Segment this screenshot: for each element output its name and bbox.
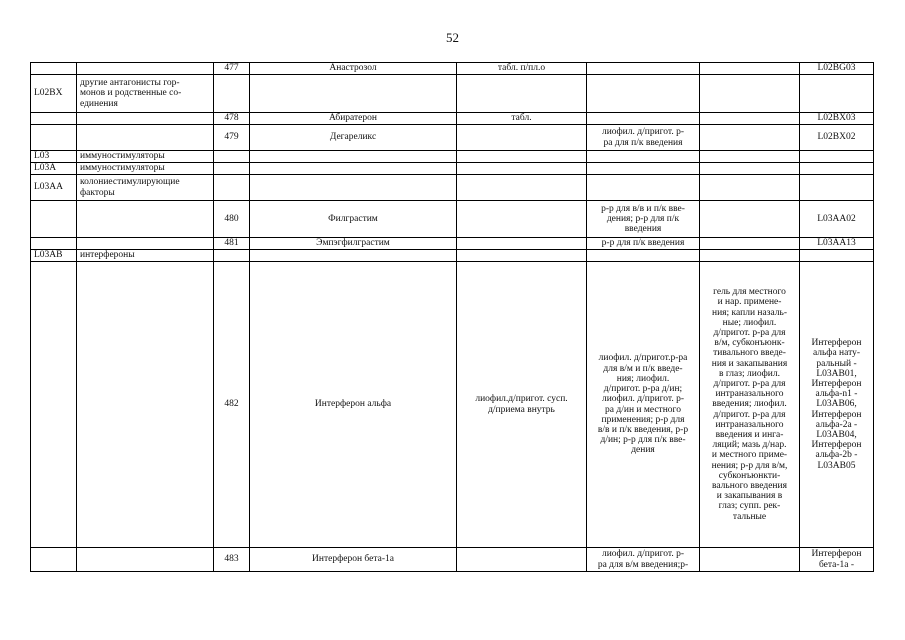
row-number: 483 [214, 548, 250, 572]
atc-group-code: L02BX [31, 75, 77, 113]
table-row [31, 262, 874, 548]
injection-forms [587, 113, 700, 125]
table-row [31, 113, 874, 125]
row-number: 480 [214, 201, 250, 238]
row-number: 477 [214, 63, 250, 75]
table-row [31, 201, 874, 238]
row-number: 481 [214, 238, 250, 250]
atc-group-code [31, 262, 77, 548]
table-row [31, 163, 874, 175]
table-row [31, 151, 874, 163]
atc-group-code: L03AA [31, 175, 77, 201]
atc-group-name [77, 113, 214, 125]
table-row [31, 238, 874, 250]
drug-name: Интерферон альфа [250, 262, 457, 548]
drug-name [250, 250, 457, 262]
atc-code [800, 250, 874, 262]
injection-forms [587, 151, 700, 163]
oral-forms [457, 175, 587, 201]
drug-name [250, 151, 457, 163]
table-row [31, 125, 874, 151]
atc-group-code [31, 63, 77, 75]
atc-group-name: другие антагонисты гор- монов и родственные со- единения [77, 75, 214, 113]
atc-group-name: колониестимулирующие факторы [77, 175, 214, 201]
other-forms [700, 201, 800, 238]
other-forms [700, 163, 800, 175]
table-row [31, 75, 874, 113]
atc-group-name: интерфероны [77, 250, 214, 262]
oral-forms [457, 163, 587, 175]
oral-forms: табл. [457, 113, 587, 125]
atc-code: Интерферон бета-1a - [800, 548, 874, 572]
oral-forms [457, 548, 587, 572]
other-forms [700, 250, 800, 262]
atc-group-code: L03AB [31, 250, 77, 262]
atc-group-name [77, 238, 214, 250]
atc-code: L03AA13 [800, 238, 874, 250]
other-forms [700, 548, 800, 572]
atc-group-name [77, 201, 214, 238]
oral-forms [457, 238, 587, 250]
atc-group-code [31, 238, 77, 250]
row-number [214, 250, 250, 262]
atc-code: L03AA02 [800, 201, 874, 238]
drug-name: Филграстим [250, 201, 457, 238]
table-row [31, 63, 874, 75]
other-forms [700, 151, 800, 163]
row-number [214, 75, 250, 113]
atc-group-name: иммуностимуляторы [77, 151, 214, 163]
drug-name: Эмпэгфилграстим [250, 238, 457, 250]
injection-forms [587, 250, 700, 262]
atc-group-name [77, 63, 214, 75]
injection-forms: лиофил. д/пригот. р- ра для п/к введения [587, 125, 700, 151]
other-forms [700, 175, 800, 201]
oral-forms [457, 201, 587, 238]
row-number [214, 151, 250, 163]
oral-forms [457, 250, 587, 262]
row-number [214, 175, 250, 201]
atc-code: L02BX02 [800, 125, 874, 151]
injection-forms: лиофил. д/пригот.р-ра для в/м и п/к введе- ния; лиофил. д/пригот. р-ра д/ин; лиофил. д/пригот. р- ра д/ин и местного применения; р-р для в/в и п/к введения, р-р д/ин; р-р для п/к вве- дения [587, 262, 700, 548]
atc-group-code [31, 113, 77, 125]
drug-table [30, 62, 874, 572]
atc-group-code: L03A [31, 163, 77, 175]
drug-name: Абиратерон [250, 113, 457, 125]
injection-forms [587, 175, 700, 201]
injection-forms: лиофил. д/пригот. р- ра для в/м введения;р- [587, 548, 700, 572]
drug-name: Интерферон бета-1a [250, 548, 457, 572]
atc-group-code [31, 548, 77, 572]
oral-forms [457, 75, 587, 113]
other-forms [700, 125, 800, 151]
table-row [31, 250, 874, 262]
atc-code [800, 151, 874, 163]
drug-name: Дегареликс [250, 125, 457, 151]
other-forms [700, 113, 800, 125]
other-forms: гель для местного и нар. примене- ния; капли назаль- ные; лиофил. д/пригот. р-ра для в/м, субконъюнк- тивального введе- ния и закапывания в глаз; лиофил. д/пригот. р-ра для интраназального введения; лиофил. д/пригот. р-ра для интраназального введения и инга- ляций; мазь д/нар. и местного приме- нения; р-р для в/м, субконъюнкти- вального введения и закапывания в глаз; супп. рек- тальные [700, 262, 800, 548]
drug-name: Анастрозол [250, 63, 457, 75]
drug-name [250, 175, 457, 201]
drug-name [250, 75, 457, 113]
atc-group-code [31, 125, 77, 151]
other-forms [700, 238, 800, 250]
oral-forms [457, 151, 587, 163]
drug-name [250, 163, 457, 175]
atc-group-name [77, 262, 214, 548]
injection-forms [587, 75, 700, 113]
atc-code [800, 175, 874, 201]
drug-table-body [31, 63, 874, 572]
row-number: 479 [214, 125, 250, 151]
atc-code: L02BX03 [800, 113, 874, 125]
table-row [31, 175, 874, 201]
atc-group-name [77, 548, 214, 572]
other-forms [700, 63, 800, 75]
atc-code [800, 163, 874, 175]
oral-forms: табл. п/пл.о [457, 63, 587, 75]
atc-code: L02BG03 [800, 63, 874, 75]
row-number [214, 163, 250, 175]
injection-forms [587, 63, 700, 75]
atc-code: Интерферон альфа нату- ральный - L03AB01, Интерферон альфа-n1 - L03AB06, Интерферон альфа-2a - L03AB04, Интерферон альфа-2b - L03AB05 [800, 262, 874, 548]
oral-forms [457, 125, 587, 151]
atc-group-code: L03 [31, 151, 77, 163]
oral-forms: лиофил.д/пригот. сусп. д/приема внутрь [457, 262, 587, 548]
row-number: 478 [214, 113, 250, 125]
other-forms [700, 75, 800, 113]
injection-forms: р-р для в/в и п/к вве- дения; р-р для п/к введения [587, 201, 700, 238]
atc-code [800, 75, 874, 113]
atc-group-name: иммуностимуляторы [77, 163, 214, 175]
table-row [31, 548, 874, 572]
page-number: 52 [446, 30, 459, 45]
row-number: 482 [214, 262, 250, 548]
injection-forms: р-р для п/к введения [587, 238, 700, 250]
injection-forms [587, 163, 700, 175]
atc-group-name [77, 125, 214, 151]
atc-group-code [31, 201, 77, 238]
